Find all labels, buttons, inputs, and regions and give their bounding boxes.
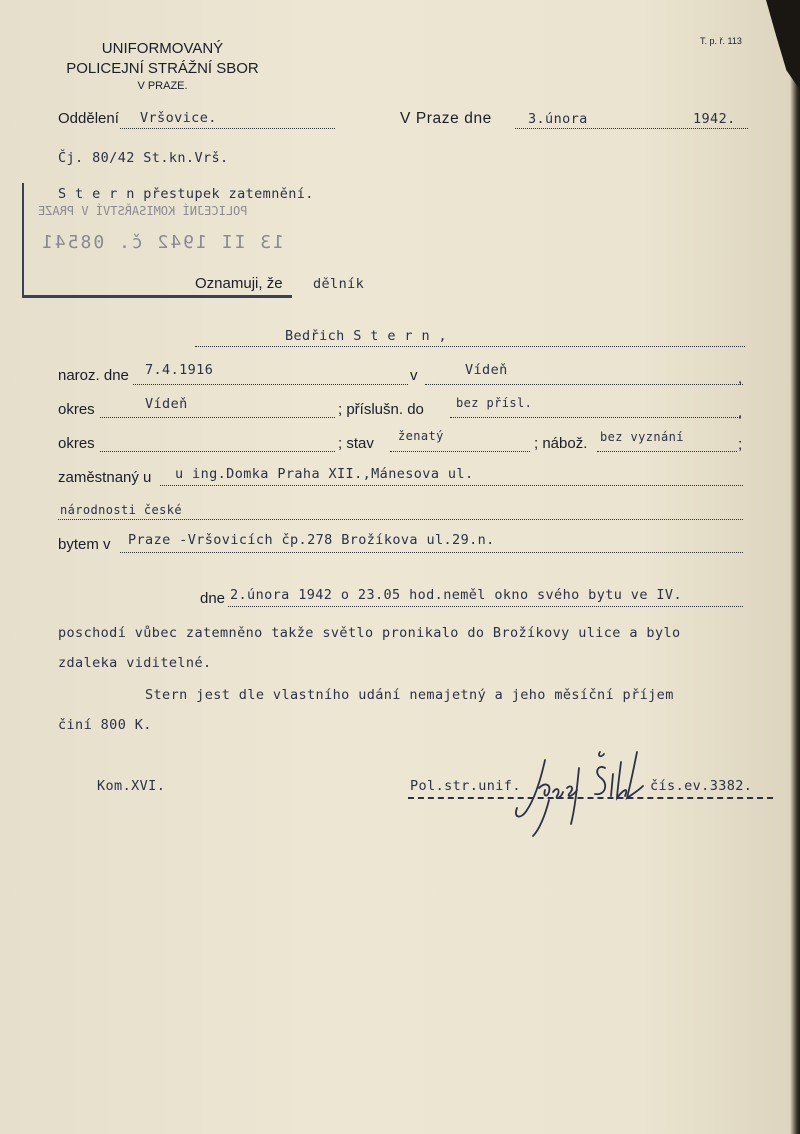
bytem-label: bytem v — [58, 536, 111, 553]
zamestnany-value: u ing.Domka Praha XII.,Mánesova ul. — [175, 466, 474, 482]
narodnost-dotline — [58, 519, 743, 520]
naboz-label: ; nábož. — [534, 435, 588, 452]
bytem-value: Praze -Vršovicích čp.278 Brožíkova ul.29.n. — [128, 532, 495, 548]
prislus-value: bez přísl. — [456, 396, 533, 410]
date-dotline — [515, 128, 748, 129]
cis-ev: čís.ev.3382. — [650, 778, 753, 794]
reference-subject: S t e r n přestupek zatemnění. — [58, 186, 314, 202]
reference-cj: Čj. 80/42 St.kn.Vrš. — [58, 150, 229, 166]
form-code: T. p. ř. 113 — [700, 36, 742, 46]
okres2-dotline — [100, 451, 335, 452]
body-line2: poschodí vůbec zatemněno takže světlo pronikalo do Brožíkovy ulice a bylo — [58, 625, 681, 641]
birth-date: 7.4.1916 — [145, 362, 214, 378]
zamestnany-label: zaměstnaný u — [58, 469, 152, 486]
narodnost-value: národnosti české — [60, 503, 182, 517]
v-label: v — [410, 367, 418, 384]
prislus-dotline — [450, 417, 740, 418]
body-line5: činí 800 K. — [58, 717, 152, 733]
bytem-dotline — [120, 552, 743, 553]
okres1-dotline — [100, 417, 335, 418]
okres2-label: okres — [58, 435, 95, 452]
birthplace-dotline — [425, 384, 743, 385]
stav-dotline — [390, 451, 530, 452]
oznamuji-label: Oznamuji, že — [195, 275, 283, 292]
person-name: Bedřich S t e r n , — [285, 328, 448, 344]
zamestnany-dotline — [160, 485, 743, 486]
pol-str-unif: Pol.str.unif. — [410, 778, 521, 794]
body-line1: 2.února 1942 o 23.05 hod.neměl okno svého bytu ve IV. — [230, 587, 682, 603]
name-dotline — [195, 346, 745, 347]
v-praze-label: V Praze dne — [400, 110, 492, 127]
stamp-line2: 13 II 1942 č. 08541 — [40, 232, 284, 253]
naboz-dotline — [597, 451, 737, 452]
oddeleni-value: Vršovice. — [140, 110, 217, 126]
naboz-value: bez vyznání — [600, 430, 684, 444]
occupation-value: dělník — [313, 276, 365, 292]
org-name-line1: UNIFORMOVANÝ — [101, 40, 224, 57]
okres1-value: Vídeň — [145, 396, 188, 412]
kom-code: Kom.XVI. — [97, 778, 166, 794]
body-line3: zdaleka viditelné. — [58, 655, 212, 671]
birthdate-dotline — [133, 384, 408, 385]
handwritten-signature — [505, 738, 655, 838]
paper-edge-shadow — [790, 60, 800, 1134]
stav-label: ; stav — [338, 435, 374, 452]
stamp-line1: POLICEJNÍ KOMISAŘSTVÍ V PRAZE — [38, 204, 248, 218]
birth-place: Vídeň — [465, 362, 508, 378]
oddeleni-dotline — [120, 128, 335, 129]
prislus-label: ; příslušn. do — [338, 401, 424, 418]
dne-label: dne — [200, 590, 226, 607]
okres1-label: okres — [58, 401, 95, 418]
comma-sep: , — [738, 404, 743, 421]
naroz-label: naroz. dne — [58, 367, 129, 384]
oddeleni-label: Oddělení — [58, 110, 119, 127]
org-name-line2: POLICEJNÍ STRÁŽNÍ SBOR — [66, 60, 259, 77]
comma-sep: , — [738, 370, 743, 387]
semicolon-sep: ; — [738, 436, 743, 453]
stav-value: ženatý — [398, 429, 444, 443]
body-line4: Stern jest dle vlastního udání nemajetný a jeho měsíční příjem — [145, 687, 674, 703]
org-name-line3: V PRAZE. — [137, 80, 188, 92]
year-value: 1942. — [693, 111, 736, 127]
dne-dotline — [228, 606, 743, 607]
date-value: 3.února — [528, 111, 588, 127]
